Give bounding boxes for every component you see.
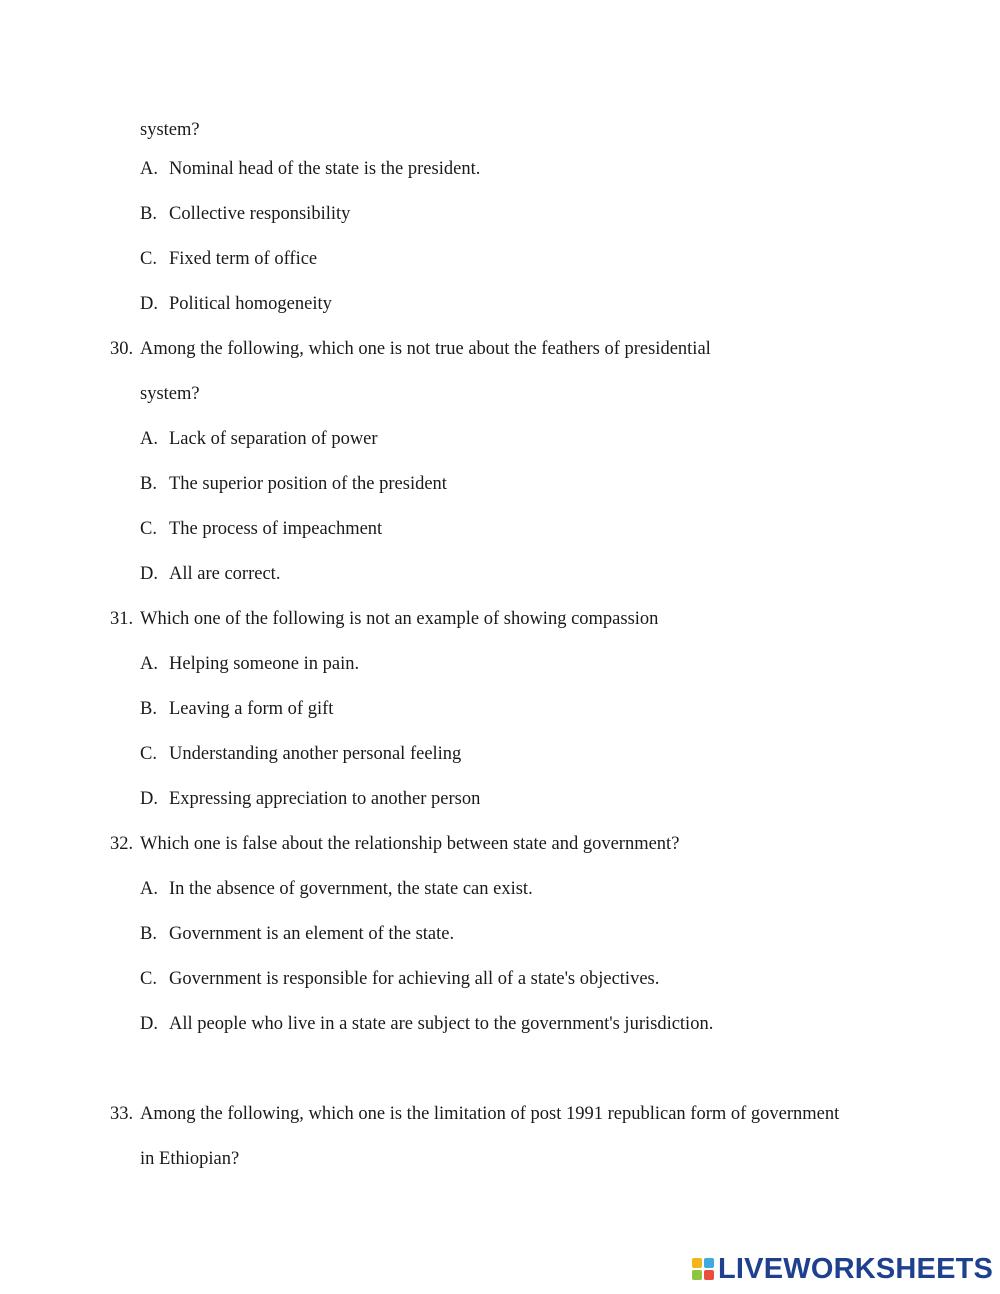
q29-option-a-text: Nominal head of the state is the president. [169,159,481,179]
q30-option-d-letter: D. [140,564,158,584]
q32-option-b-text: Government is an element of the state. [169,924,455,944]
logo-square-blue [704,1258,714,1268]
question-30-text-line2: system? [140,384,200,404]
q31-option-a-letter: A. [140,654,158,674]
question-33-text: Among the following, which one is the limitation of post 1991 republican form of government [140,1104,840,1124]
q32-option-a-letter: A. [140,879,158,899]
logo-text: LIVEWORKSHEETS [718,1252,994,1285]
q31-option-c-text: Understanding another personal feeling [169,744,462,764]
q30-option-a-letter: A. [140,429,158,449]
q29-option-c-text: Fixed term of office [169,249,318,269]
q32-option-c-letter: C. [140,969,157,989]
q30-option-a-text: Lack of separation of power [169,429,378,449]
logo-square-red [704,1270,714,1280]
question-32-number: 32. [110,834,134,854]
question-30-number: 30. [110,339,134,359]
q30-option-c-letter: C. [140,519,157,539]
q31-option-d-text: Expressing appreciation to another person [169,789,481,809]
q31-option-b-text: Leaving a form of gift [169,699,334,719]
question-30-text: Among the following, which one is not true about the feathers of presidential [140,339,711,359]
q32-option-a-text: In the absence of government, the state can exist. [169,879,533,899]
q30-option-b-letter: B. [140,474,157,494]
liveworksheets-logo [692,1252,993,1286]
question-33-text-line2: in Ethiopian? [140,1149,240,1169]
q31-option-a-text: Helping someone in pain. [169,654,360,674]
question-29-text-continued: system? [140,120,200,140]
q29-option-b-text: Collective responsibility [169,204,351,224]
q29-option-a-letter: A. [140,159,158,179]
q32-option-d-letter: D. [140,1014,158,1034]
q31-option-c-letter: C. [140,744,157,764]
q32-option-b-letter: B. [140,924,157,944]
q29-option-d-text: Political homogeneity [169,294,332,314]
q29-option-b-letter: B. [140,204,157,224]
q31-option-d-letter: D. [140,789,158,809]
question-33-number: 33. [110,1104,134,1124]
question-32-text: Which one is false about the relationship between state and government? [140,834,680,854]
question-31-text: Which one of the following is not an example of showing compassion [140,609,659,629]
logo-square-yellow [692,1258,702,1268]
q30-option-c-text: The process of impeachment [169,519,383,539]
q31-option-b-letter: B. [140,699,157,719]
q32-option-c-text: Government is responsible for achieving all of a state's objectives. [169,969,660,989]
q30-option-b-text: The superior position of the president [169,474,447,494]
question-31-number: 31. [110,609,134,629]
q32-option-d-text: All people who live in a state are subject to the government's jurisdiction. [169,1014,714,1034]
logo-squares-icon [692,1258,714,1280]
q29-option-c-letter: C. [140,249,157,269]
logo-square-green [692,1270,702,1280]
q29-option-d-letter: D. [140,294,158,314]
q30-option-d-text: All are correct. [169,564,281,584]
